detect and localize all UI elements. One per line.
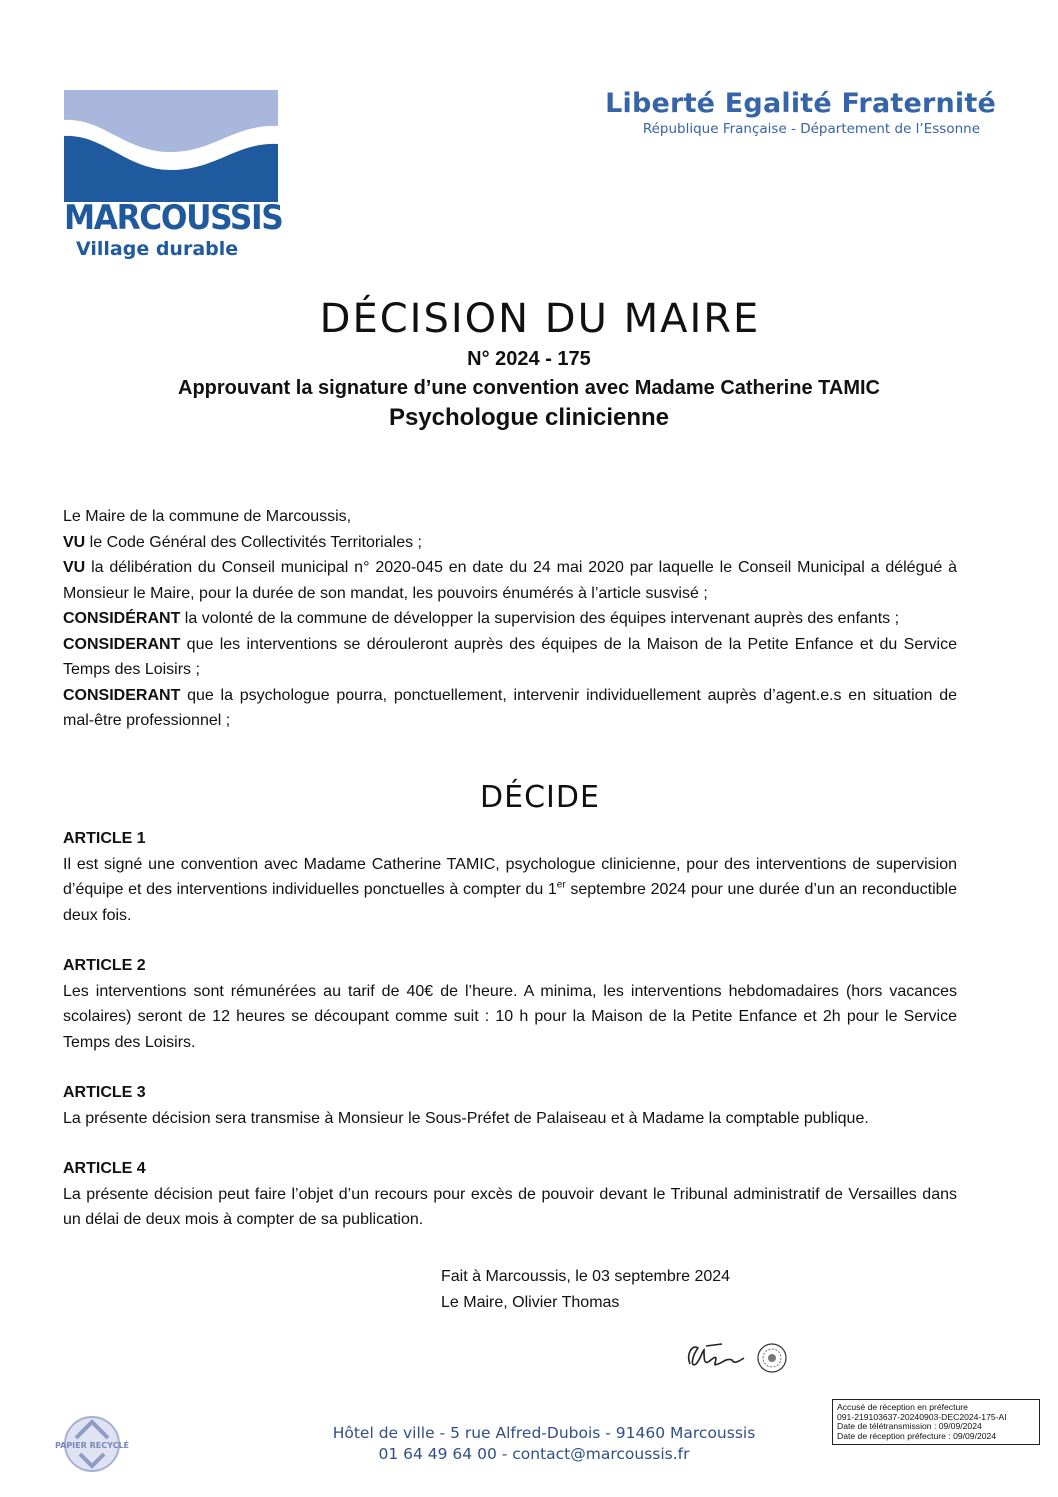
republic-motto [605, 88, 996, 137]
signature-block [441, 1264, 730, 1315]
article [63, 953, 957, 1055]
article [63, 826, 957, 928]
articles [63, 826, 957, 1258]
preamble-text: la volonté de la commune de développer la supervision des équipes intervenant auprès des enfants ; [180, 610, 900, 627]
article-text-part: Il est signé une convention avec Madame Catherine TAMIC, psychologue clinicienne, pour des interventions de supervision d’équipe et des interventions individuelles ponctuelles à compter du 1 [63, 855, 957, 898]
preamble-item [63, 555, 957, 606]
preamble-keyword: VU [63, 559, 86, 576]
receipt-line: Accusé de réception en préfecture [837, 1402, 968, 1412]
article-heading: ARTICLE 1 [63, 830, 146, 847]
department-text: République Française - Département de l’Essonne [642, 121, 980, 137]
preamble-keyword: VU [63, 533, 86, 551]
preamble [63, 504, 957, 734]
article-text: La présente décision peut faire l’objet d’un recours pour excès de pouvoir devant le Tribunal administratif de Versailles dans un délai de deux mois à compter de sa publication. [63, 1185, 957, 1228]
mayor-line [441, 1290, 730, 1316]
logo-tagline: Village durable [76, 238, 239, 260]
footer-contact: 01 64 49 64 00 - contact@marcoussis.fr [378, 1445, 690, 1463]
footer-address: Hôtel de ville - 5 rue Alfred-Dubois - 91460 Marcoussis [332, 1424, 756, 1442]
decision-number: N° 2024 - 175 [467, 348, 591, 370]
preamble-item [63, 530, 957, 556]
article [63, 1156, 957, 1233]
article-text [63, 852, 957, 929]
decision-role: Psychologue clinicienne [388, 404, 670, 431]
preamble-text: que les interventions se dérouleront auprès des équipes de la Maison de la Petite Enfance et du Service Temps des Loisirs ; [63, 635, 957, 678]
ordinal-sup: er [556, 879, 566, 891]
preamble-item [63, 683, 957, 734]
preamble-text: que la psychologue pourra, ponctuellement, intervenir individuellement auprès d’agent.e.s en situation de mal-être professionnel ; [63, 686, 957, 729]
preamble-intro: Le Maire de la commune de Marcoussis, [63, 508, 352, 525]
place-date: Fait à Marcoussis, le 03 septembre 2024 [441, 1268, 731, 1285]
article-heading: ARTICLE 3 [63, 1084, 146, 1101]
article [63, 1080, 957, 1131]
article-text-part: septembre 2024 pour une durée d’un an reconductible deux fois. [63, 881, 957, 924]
signature-stamp-icon [682, 1334, 792, 1378]
preamble-keyword: CONSIDÉRANT [63, 610, 181, 627]
motto-text: Liberté Egalité Fraternité [605, 88, 996, 119]
marcoussis-logo [64, 90, 283, 270]
preamble-item [63, 632, 957, 683]
decide-heading: DÉCIDE [480, 780, 600, 815]
receipt-line: 091-219103637-20240903-DEC2024-175-AI [837, 1411, 1007, 1422]
preamble-item [63, 606, 957, 632]
recycle-logo-text: PAPIER RECYCLÉ [54, 1441, 130, 1450]
title-block [0, 296, 1058, 432]
wave-logo-icon [64, 90, 278, 202]
article-heading: ARTICLE 2 [63, 957, 146, 974]
mayor-name: Olivier Thomas [512, 1293, 620, 1311]
receipt-line: Date de réception préfecture : 09/09/2024 [837, 1430, 997, 1441]
logo-name: MARCOUSSIS [64, 198, 283, 238]
article-text: Les interventions sont rémunérées au tarif de 40€ de l’heure. A minima, les interventions hebdomadaires (hors vacances scolaires) seront de 12 heures se découpant comme suit : 10 h pour la Maison de la Petite Enfance et 2h pour le Service Temps des Loisirs. [63, 982, 957, 1051]
article-text: La présente décision sera transmise à Monsieur le Sous-Préfet de Palaiseau et à Madame la comptable publique. [63, 1109, 869, 1127]
preamble-keyword: CONSIDERANT [63, 635, 181, 653]
preamble-text: la délibération du Conseil municipal n° 2020-045 en date du 24 mai 2020 par laquelle le Conseil Municipal a délégué à Monsieur le Maire, pour la durée de son mandat, les pouvoirs énumérés à l’article susvisé ; [63, 559, 957, 602]
receipt-line: Date de télétransmission : 09/09/2024 [837, 1421, 982, 1432]
preamble-keyword: CONSIDERANT [63, 686, 181, 704]
footer [0, 1421, 1058, 1463]
decision-subject: Approuvant la signature d’une convention avec Madame Catherine TAMIC [178, 377, 880, 399]
article-heading: ARTICLE 4 [63, 1160, 146, 1177]
page-title: DÉCISION DU MAIRE [319, 296, 761, 342]
mayor-role: Le Maire, [441, 1293, 513, 1311]
preamble-text: le Code Général des Collectivités Territoriales ; [85, 533, 422, 551]
